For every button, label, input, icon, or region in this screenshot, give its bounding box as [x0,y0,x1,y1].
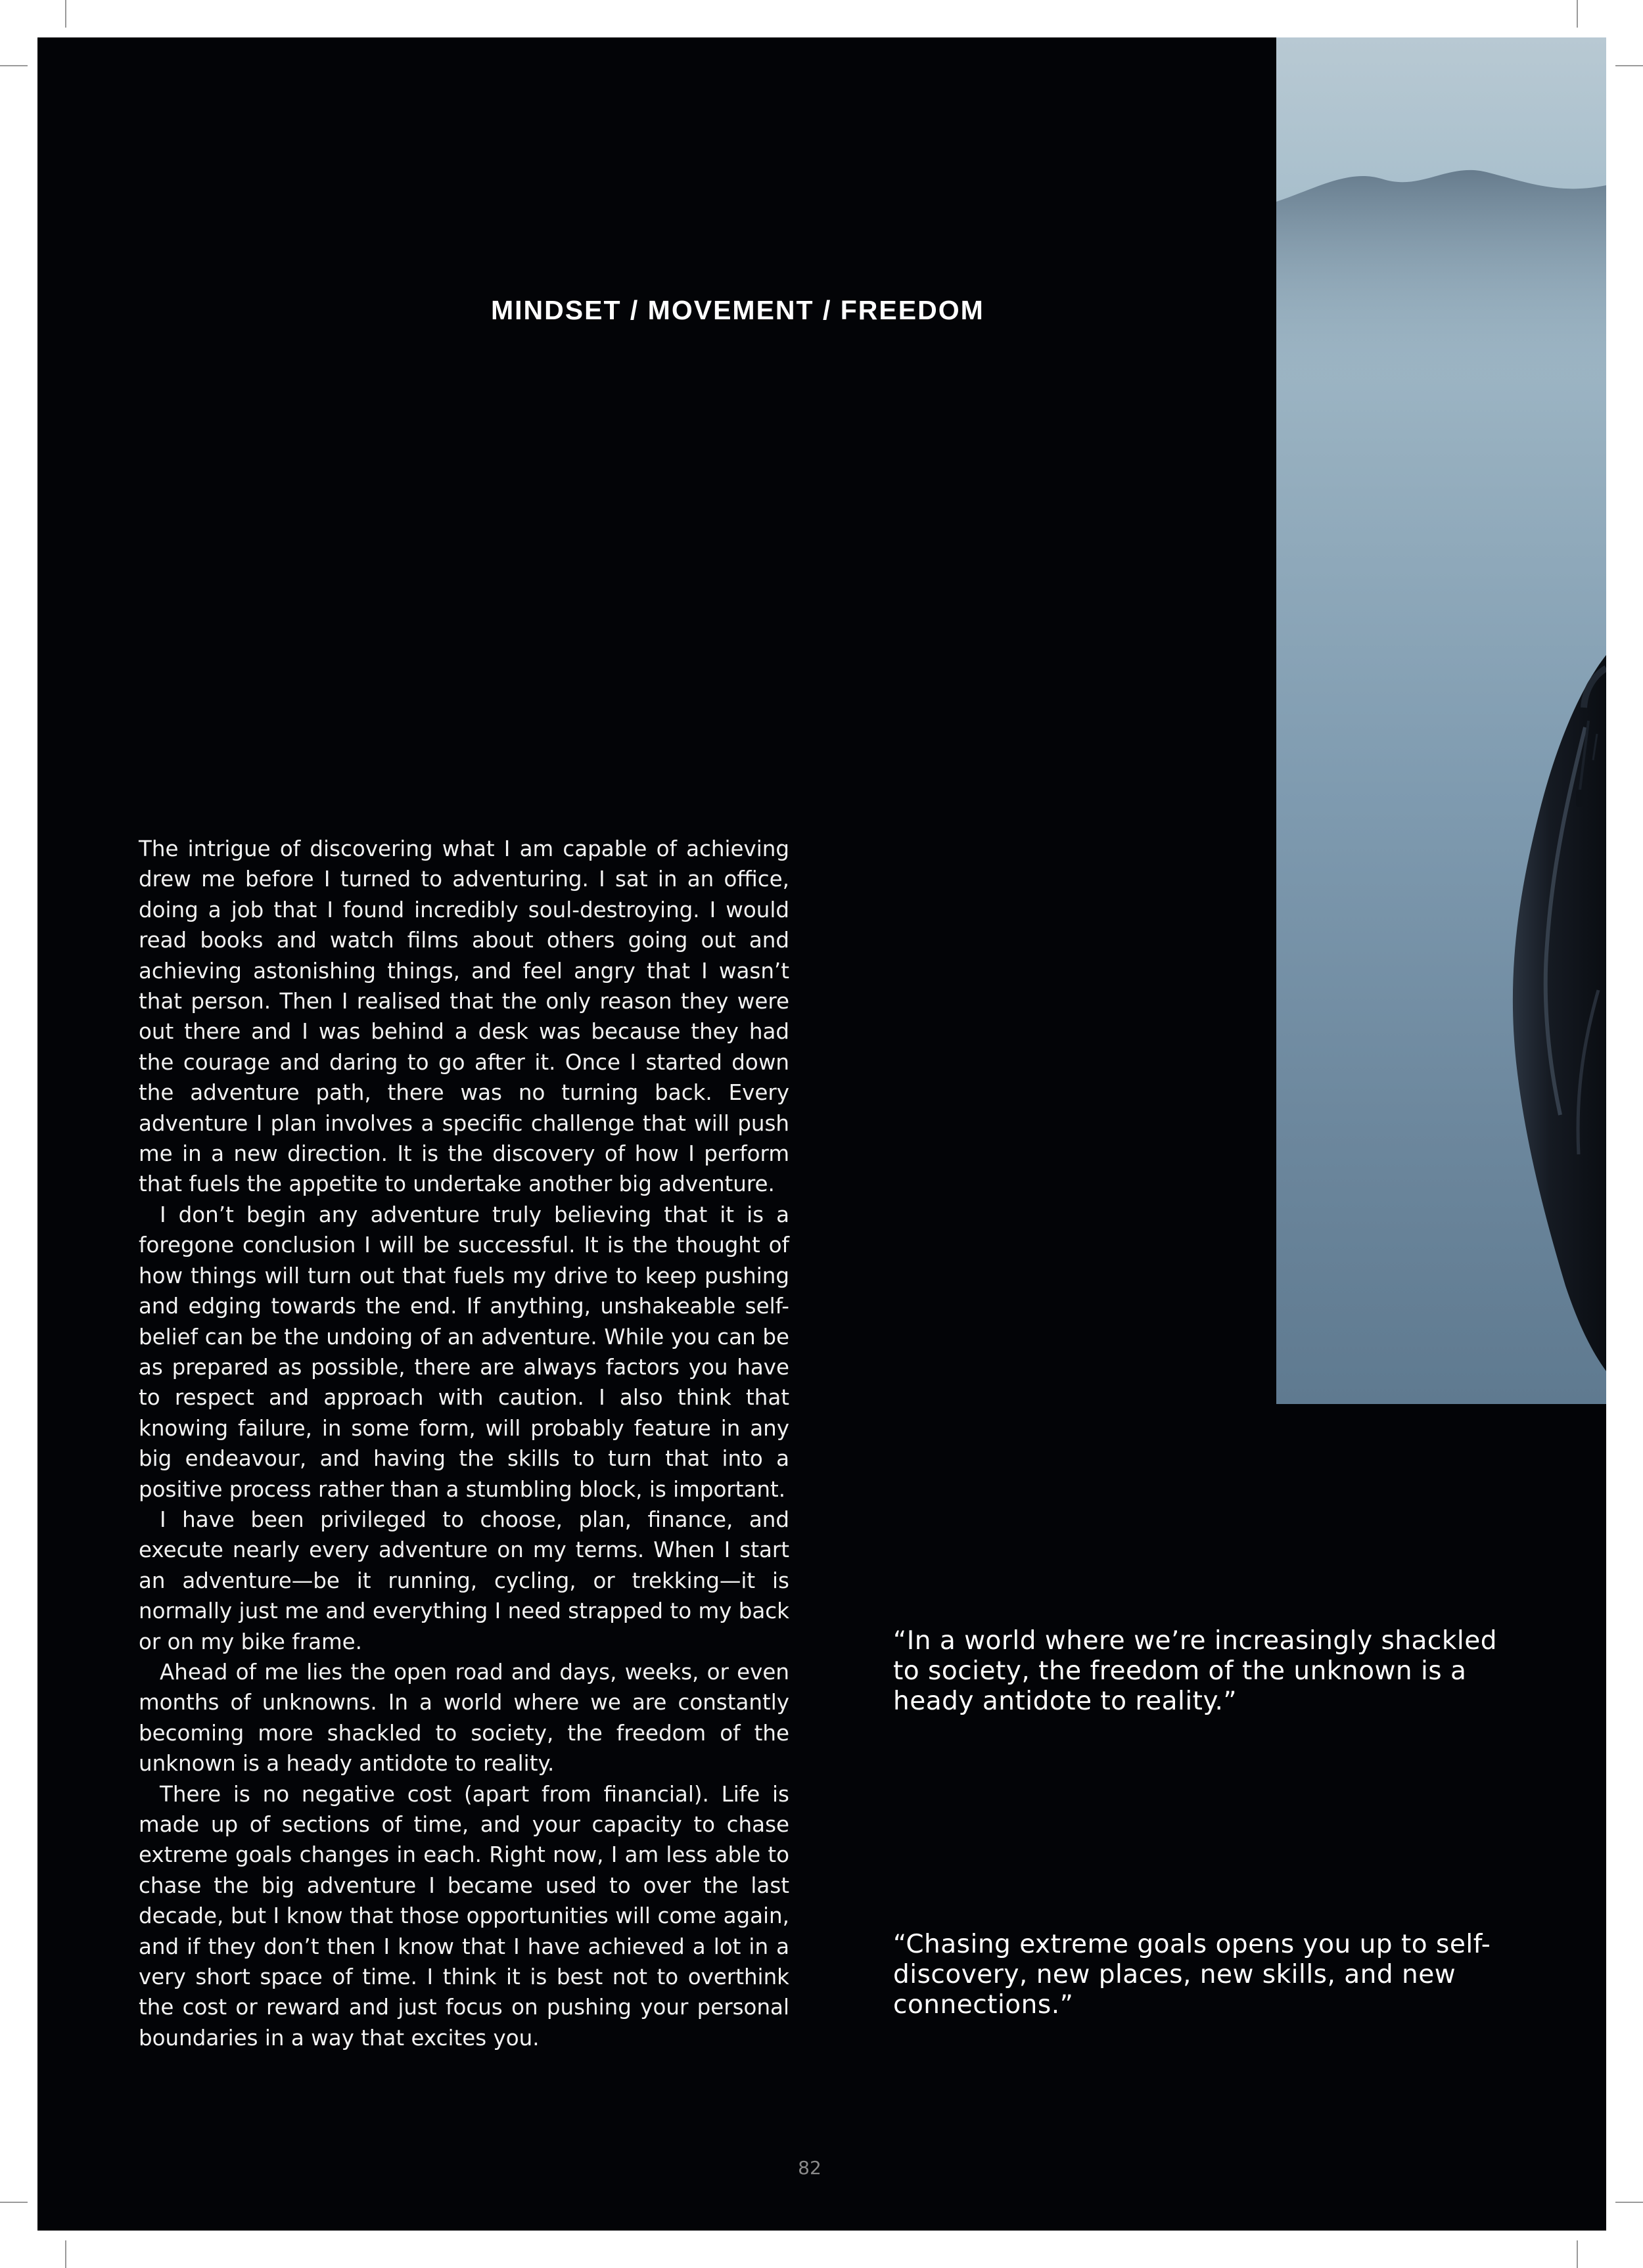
magazine-page [37,37,1606,2231]
drawstring-toggle [1576,790,1583,807]
adventurer-photo [1276,37,1606,1404]
pull-quote: “In a world where we’re increasingly shackled to society, the freedom of the unknown is a heady antidote to reality.” [893,1626,1497,1716]
crop-mark-bottom-right-vertical [1577,2240,1578,2268]
article-paragraph: I don’t begin any adventure truly believing that it is a foregone conclusion I will be successful. It is the thought of how things will turn out that fuels my drive to keep pushing and edging towards the end. If anything, unshakeable self-belief can be the undoing of an adventure. While you can be as prepared as possible, there are always factors you have to respect and approach with caution. I also think that knowing failure, in some form, will probably feature in any big endeavour, and having the skills to turn that into a positive process rather than a stumbling block, is important. [139,1202,789,1502]
page-number: 82 [798,2157,822,2179]
crop-mark-bottom-left-vertical [65,2240,66,2268]
crop-mark-top-right-horizontal [1615,65,1643,66]
article-paragraph: There is no negative cost (apart from financial). Life is made up of sections of time, and your capacity to chase extreme goals changes in each. Right now, I am less able to chase the big adventure I became used to over the last decade, but I know that those opportunities will come again, and if they don’t then I know that I have achieved a lot in a very short space of time. I think it is best not to overthink the cost or reward and just focus on pushing your personal boundaries in a way that excites you. [139,1781,789,2051]
article-paragraph: I have been privileged to choose, plan, finance, and execute nearly every adventure on my terms. When I start an adventure—be it running, cycling, or trekking—it is normally just me and everything I need strapped to my back or on my bike frame. [139,1507,789,1654]
crop-mark-top-left-horizontal [0,65,28,66]
crop-mark-bottom-left-horizontal [0,2202,28,2203]
section-title: MINDSET / MOVEMENT / FREEDOM [491,295,984,325]
article-body [139,834,789,2053]
crop-mark-top-right-vertical [1577,0,1578,28]
pull-quote: “Chasing extreme goals opens you up to self-discovery, new places, new skills, and new connections.” [893,1930,1491,2020]
mountain-ridge [1276,170,1606,379]
crop-mark-top-left-vertical [65,0,66,28]
photo-illustration [1276,37,1606,1404]
article-paragraph: The intrigue of discovering what I am capable of achieving drew me before I turned to adventuring. I sat in an office, doing a job that I found incredibly soul-destroying. I would read books and watch films about others going out and achieving astonishing things, and feel angry that I wasn’t that person. Then I realised that the only reason they were out there and I was behind a desk was because they had the courage and daring to go after it. Once I started down the adventure path, there was no turning back. Every adventure I plan involves a specific challenge that will push me in a new direction. It is the discovery of how I perform that fuels the appetite to undertake another big adventure. [139,836,789,1197]
crop-mark-bottom-right-horizontal [1615,2202,1643,2203]
article-paragraph: Ahead of me lies the open road and days, weeks, or even months of unknowns. In a world where we are constantly becoming more shackled to society, the freedom of the unknown is a heady antidote to reality. [139,1659,789,1777]
